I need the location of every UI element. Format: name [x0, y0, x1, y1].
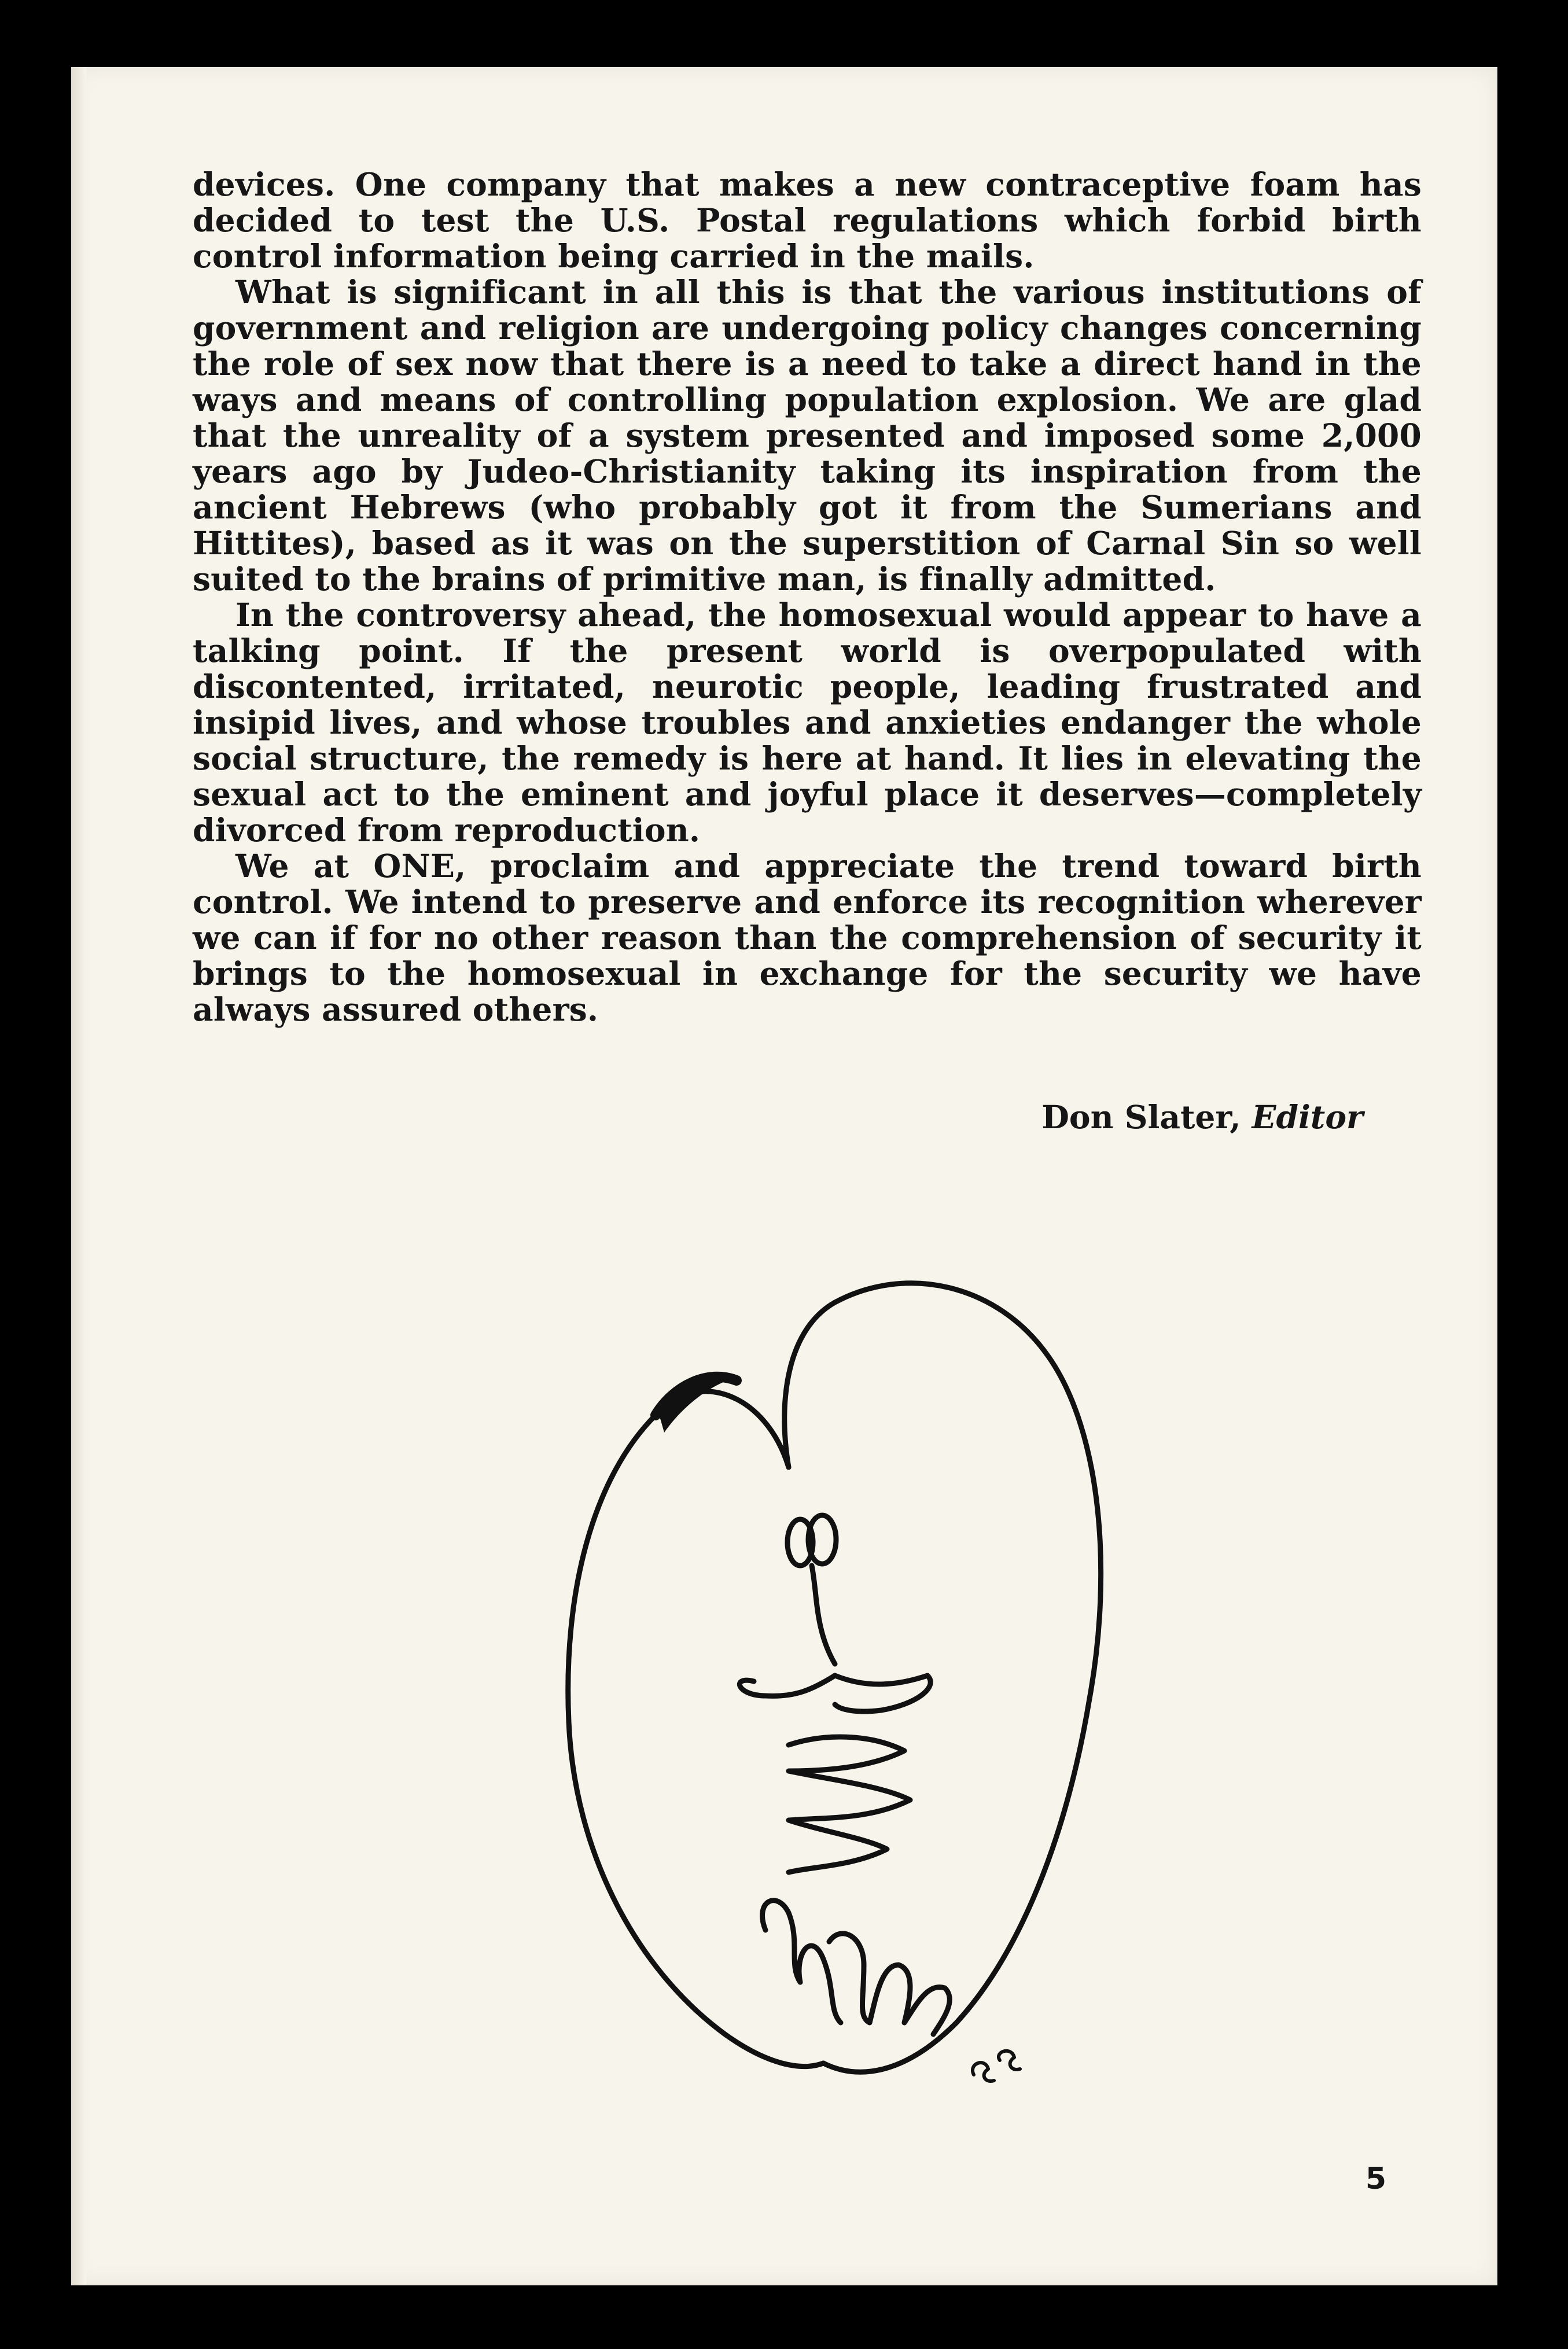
chin-squiggle	[789, 1737, 910, 1872]
left-mouth	[739, 1676, 835, 1696]
magazine-page	[71, 67, 1497, 2285]
editor-title: Editor	[1252, 1098, 1363, 1136]
left-hand-fingers	[763, 1901, 841, 2023]
article-paragraph-4: We at ONE, proclaim and appreciate the trend toward birth control. We intend to preserve and enforce its recognition wherever we can if for no other reason than the comprehension of security it brings to the homosexual in exchange for the security we have always assured others.	[193, 847, 1422, 1028]
kissing-faces-illustration	[465, 1247, 1228, 2127]
hair-fill	[658, 1374, 737, 1433]
article-body	[193, 167, 1422, 1028]
left-face-outline	[568, 1391, 823, 2067]
artist-signature	[973, 2051, 1020, 2081]
nose-line	[812, 1566, 835, 1664]
article-paragraph-3: In the controversy ahead, the homosexual would appear to have a talking point. If the present world is overpopulated with discontented, irritated, neurotic people, leading frustrated and insipid lives, and whose troubles and anxieties endanger the whole social structure, the remedy is here at hand. It lies in elevating the sexual act to the eminent and joyful place it deserves—completely divorced from reproduction.	[193, 596, 1422, 849]
article-paragraph-2: What is significant in all this is that the various institutions of government and religion are undergoing policy changes concerning the role of sex now that there is a need to take a direct hand in the ways and means of controlling population explosion. We are glad that the unreality of a system presented and imposed some 2,000 years ago by Judeo-Christianity taking its inspiration from the ancient Hebrews (who probably got it from the Sumerians and Hittites), based as it was on the superstition of Carnal Sin so well suited to the brains of primitive man, is finally admitted.	[193, 273, 1422, 598]
right-mouth	[835, 1676, 930, 1711]
article-paragraph-1: devices. One company that makes a new contraceptive foam has decided to test the U.S. Postal regulations which forbid birth control information being carried in the mails.	[193, 165, 1422, 275]
right-hand-fingers	[829, 1934, 949, 2034]
page-spine-shadow	[71, 67, 86, 2285]
editor-signature	[1041, 1099, 1363, 1135]
page-number: 5	[1365, 2162, 1386, 2196]
editor-name: Don Slater,	[1041, 1098, 1241, 1136]
